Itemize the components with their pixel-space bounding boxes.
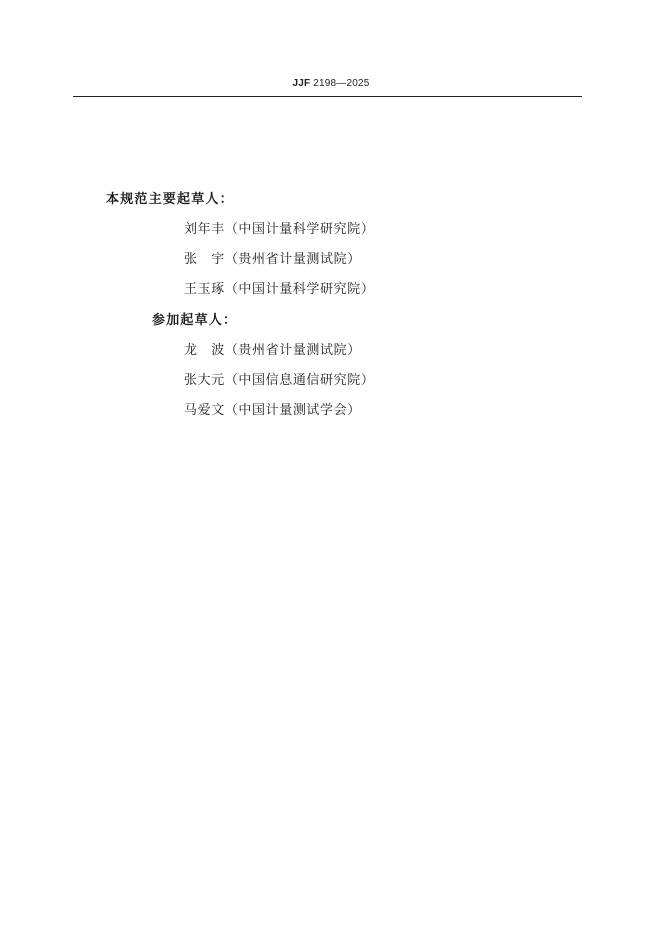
main-drafter-2 [184, 248, 361, 267]
drafter-org: （贵州省计量测试院） [224, 252, 361, 267]
header-rule [73, 96, 582, 97]
main-drafters-title: 本规范主要起草人： [106, 192, 234, 207]
drafter-org: （中国计量测试学会） [224, 403, 361, 418]
drafter-name: 马爱文 [184, 403, 225, 418]
drafter-name: 王玉琢 [184, 282, 225, 297]
participating-drafter-3 [184, 399, 361, 418]
standard-code-prefix: JJF [292, 78, 311, 89]
drafter-name: 张 宇 [184, 252, 225, 267]
participating-drafters-title: 参加起草人： [152, 313, 238, 328]
drafter-org: （中国计量科学研究院） [224, 282, 375, 297]
drafter-org: （贵州省计量测试院） [224, 343, 361, 358]
drafter-name: 龙 波 [184, 343, 225, 358]
drafter-name: 刘年丰 [184, 222, 225, 237]
participating-drafter-2 [184, 369, 374, 388]
drafter-name: 张大元 [184, 373, 225, 388]
main-drafter-3 [184, 278, 374, 297]
participating-drafter-1 [184, 339, 361, 358]
drafter-org: （中国信息通信研究院） [224, 373, 375, 388]
standard-code-number: 2198—2025 [313, 78, 370, 89]
drafter-org: （中国计量科学研究院） [224, 222, 375, 237]
main-drafter-1 [184, 218, 374, 237]
page-header [0, 78, 662, 89]
